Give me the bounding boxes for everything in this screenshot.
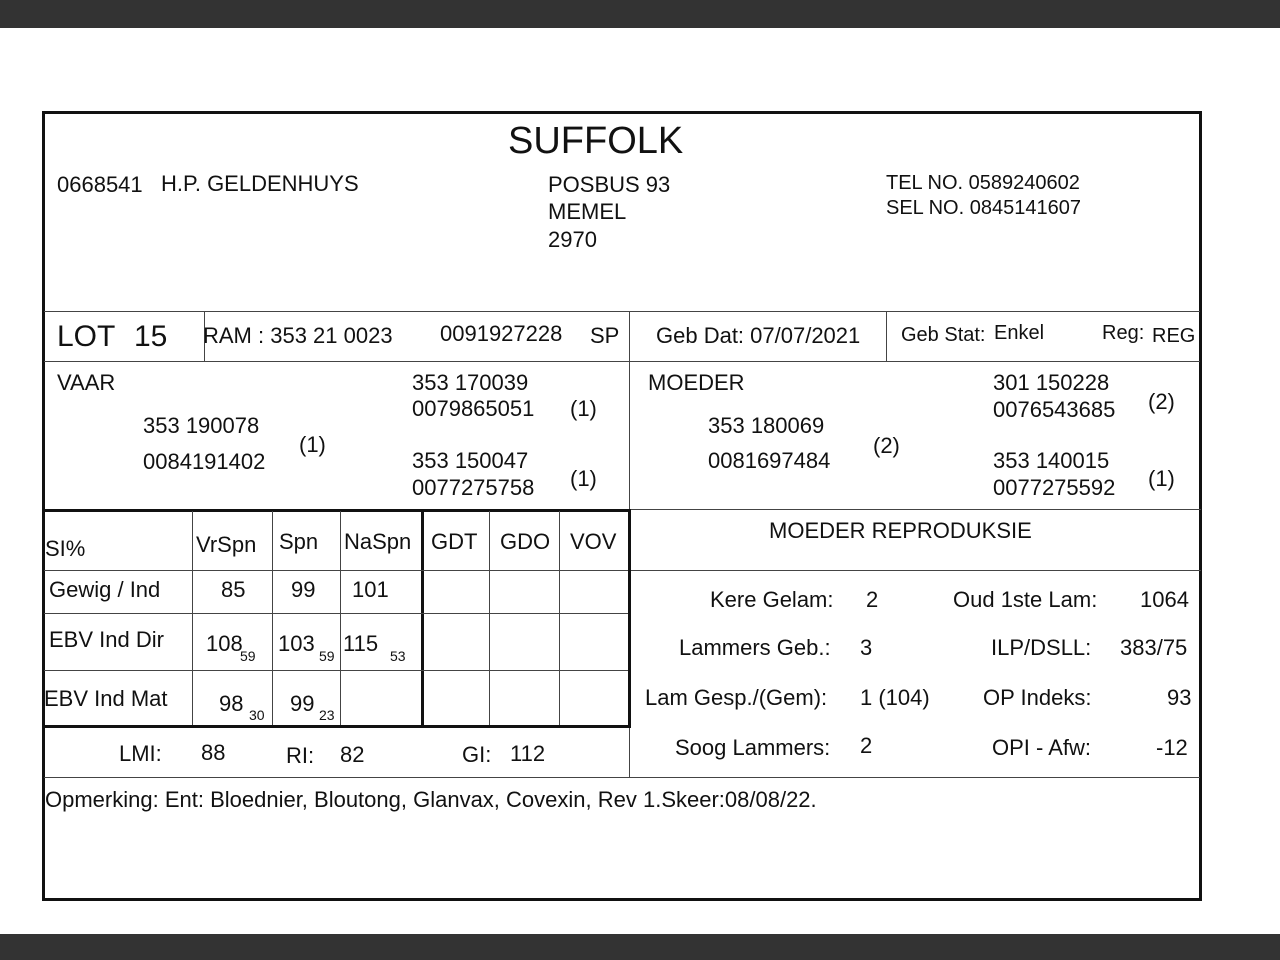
ebv-dir-spn-sub: 59: [319, 648, 335, 664]
ri-label: RI:: [286, 743, 315, 768]
owner-name: H.P. GELDENHUYS: [161, 171, 359, 196]
sel-number: SEL NO. 0845141607: [886, 197, 1081, 219]
gi-value: 112: [510, 741, 546, 766]
col-header-vrspn: VrSpn: [196, 532, 257, 557]
perf-table-bottom-border: [43, 725, 631, 728]
perf-col-line-3: [340, 511, 341, 725]
dam-dam-code: 0077275592: [993, 475, 1116, 500]
breed-title: SUFFOLK: [508, 120, 684, 162]
ebv-dir-naspn-sub: 53: [390, 648, 406, 664]
birth-status-label: Geb Stat:: [901, 324, 986, 346]
address-line-1: POSBUS 93: [548, 172, 671, 197]
col-header-gdt: GDT: [431, 529, 478, 554]
col-header-spn: Spn: [279, 529, 319, 554]
dam-dam-num: (1): [1148, 466, 1175, 491]
row-label-ebv-mat: EBV Ind Mat: [44, 686, 168, 711]
remark-top-line: [44, 777, 1200, 778]
perf-row-line-1: [44, 570, 628, 571]
lot-row-bottom-line: [44, 361, 1200, 362]
soog-value: 2: [860, 733, 873, 758]
perf-col-line-4: [489, 511, 490, 725]
ri-value: 82: [340, 742, 365, 767]
tel-number: TEL NO. 0589240602: [886, 172, 1080, 194]
lammers-geb-value: 3: [860, 635, 873, 660]
ebv-mat-spn: 99: [290, 691, 315, 716]
soog-label: Soog Lammers:: [675, 735, 831, 760]
sire-dam-code: 0077275758: [412, 475, 535, 500]
ilp-value: 383/75: [1120, 635, 1188, 660]
ebv-mat-vrspn-sub: 30: [249, 707, 265, 723]
dam-num: (2): [873, 433, 900, 458]
op-label: OP Indeks:: [983, 685, 1092, 710]
sire-sire-code: 0079865051: [412, 396, 535, 421]
perf-row-line-2: [44, 613, 628, 614]
oud-lam-label: Oud 1ste Lam:: [953, 587, 1098, 612]
ebv-dir-spn: 103: [278, 631, 315, 656]
birth-date: Geb Dat: 07/07/2021: [656, 323, 861, 348]
dam-sire-code: 0076543685: [993, 397, 1116, 422]
lot-divider-3: [886, 311, 887, 361]
ebv-dir-vrspn: 108: [206, 631, 243, 656]
sire-id: 353 190078: [143, 413, 260, 438]
lot-label: LOT: [57, 320, 116, 353]
birth-status: Enkel: [994, 322, 1045, 344]
perf-table-right-border: [628, 509, 631, 728]
perf-table-mid-border: [421, 511, 424, 727]
dam-sire-id: 301 150228: [993, 370, 1110, 395]
perf-col-line-1: [192, 511, 193, 725]
address-line-2: MEMEL: [548, 199, 627, 224]
repro-title: MOEDER REPRODUKSIE: [769, 518, 1032, 543]
gi-label: GI:: [462, 742, 492, 767]
dam-sire-num: (2): [1148, 389, 1175, 414]
reg-label: Reg:: [1102, 322, 1145, 344]
row-label-gewig: Gewig / Ind: [49, 577, 161, 602]
address-line-3: 2970: [548, 227, 597, 252]
lam-gesp-label: Lam Gesp./(Gem):: [645, 685, 828, 710]
sire-dam-num: (1): [570, 466, 597, 491]
opi-value: -12: [1156, 735, 1188, 760]
lam-gesp-value: 1 (104): [860, 685, 930, 710]
lot-divider-2: [629, 311, 630, 361]
sire-label: VAAR: [57, 370, 116, 395]
lmi-value: 88: [201, 740, 226, 765]
opi-label: OPI - Afw:: [992, 735, 1092, 760]
sire-sire-num: (1): [570, 396, 597, 421]
perf-table-top-border: [43, 509, 631, 512]
col-header-gdo: GDO: [500, 529, 551, 554]
ram-code: 0091927228: [440, 321, 563, 346]
repro-left-divider: [629, 728, 630, 778]
perf-row-line-3: [44, 670, 628, 671]
ram-id: RAM : 353 21 0023: [203, 323, 393, 348]
row-label-ebv-dir: EBV Ind Dir: [49, 627, 164, 652]
bottom-dark-bar: [0, 934, 1280, 960]
sire-dam-id: 353 150047: [412, 448, 529, 473]
dam-dam-id: 353 140015: [993, 448, 1110, 473]
sire-num: (1): [299, 432, 326, 457]
gewig-vrspn: 85: [221, 577, 246, 602]
kere-gelam-label: Kere Gelam:: [710, 587, 834, 612]
lot-row-top-line: [44, 311, 1200, 312]
dam-code: 0081697484: [708, 448, 831, 473]
top-dark-bar: [0, 0, 1280, 28]
col-header-naspn: NaSpn: [344, 529, 412, 554]
col-header-si: SI%: [45, 536, 86, 561]
sire-sire-id: 353 170039: [412, 370, 529, 395]
sire-code: 0084191402: [143, 449, 266, 474]
ilp-label: ILP/DSLL:: [991, 635, 1092, 660]
lmi-label: LMI:: [119, 741, 162, 766]
pedigree-divider: [629, 361, 630, 509]
repro-header-line: [631, 570, 1201, 571]
lot-number: 15: [134, 320, 168, 353]
oud-lam-value: 1064: [1140, 587, 1189, 612]
gewig-naspn: 101: [352, 577, 389, 602]
gewig-spn: 99: [291, 577, 316, 602]
owner-id: 0668541: [57, 172, 143, 197]
ebv-mat-spn-sub: 23: [319, 707, 335, 723]
lot-card: [42, 111, 1202, 901]
ram-suffix: SP: [590, 323, 620, 348]
op-value: 93: [1167, 685, 1192, 710]
lammers-geb-label: Lammers Geb.:: [679, 635, 831, 660]
dam-id: 353 180069: [708, 413, 825, 438]
ebv-dir-vrspn-sub: 59: [240, 648, 256, 664]
kere-gelam-value: 2: [866, 587, 879, 612]
reg-value: REG: [1152, 325, 1196, 347]
remark: Opmerking: Ent: Bloednier, Bloutong, Glanvax, Covexin, Rev 1.Skeer:08/08/22.: [45, 787, 817, 812]
perf-col-line-2: [272, 511, 273, 725]
repro-top-line: [631, 509, 1201, 510]
ebv-mat-vrspn: 98: [219, 691, 244, 716]
ebv-dir-naspn: 115: [343, 631, 379, 656]
dam-label: MOEDER: [648, 370, 745, 395]
perf-col-line-5: [559, 511, 560, 725]
col-header-vov: VOV: [570, 529, 617, 554]
